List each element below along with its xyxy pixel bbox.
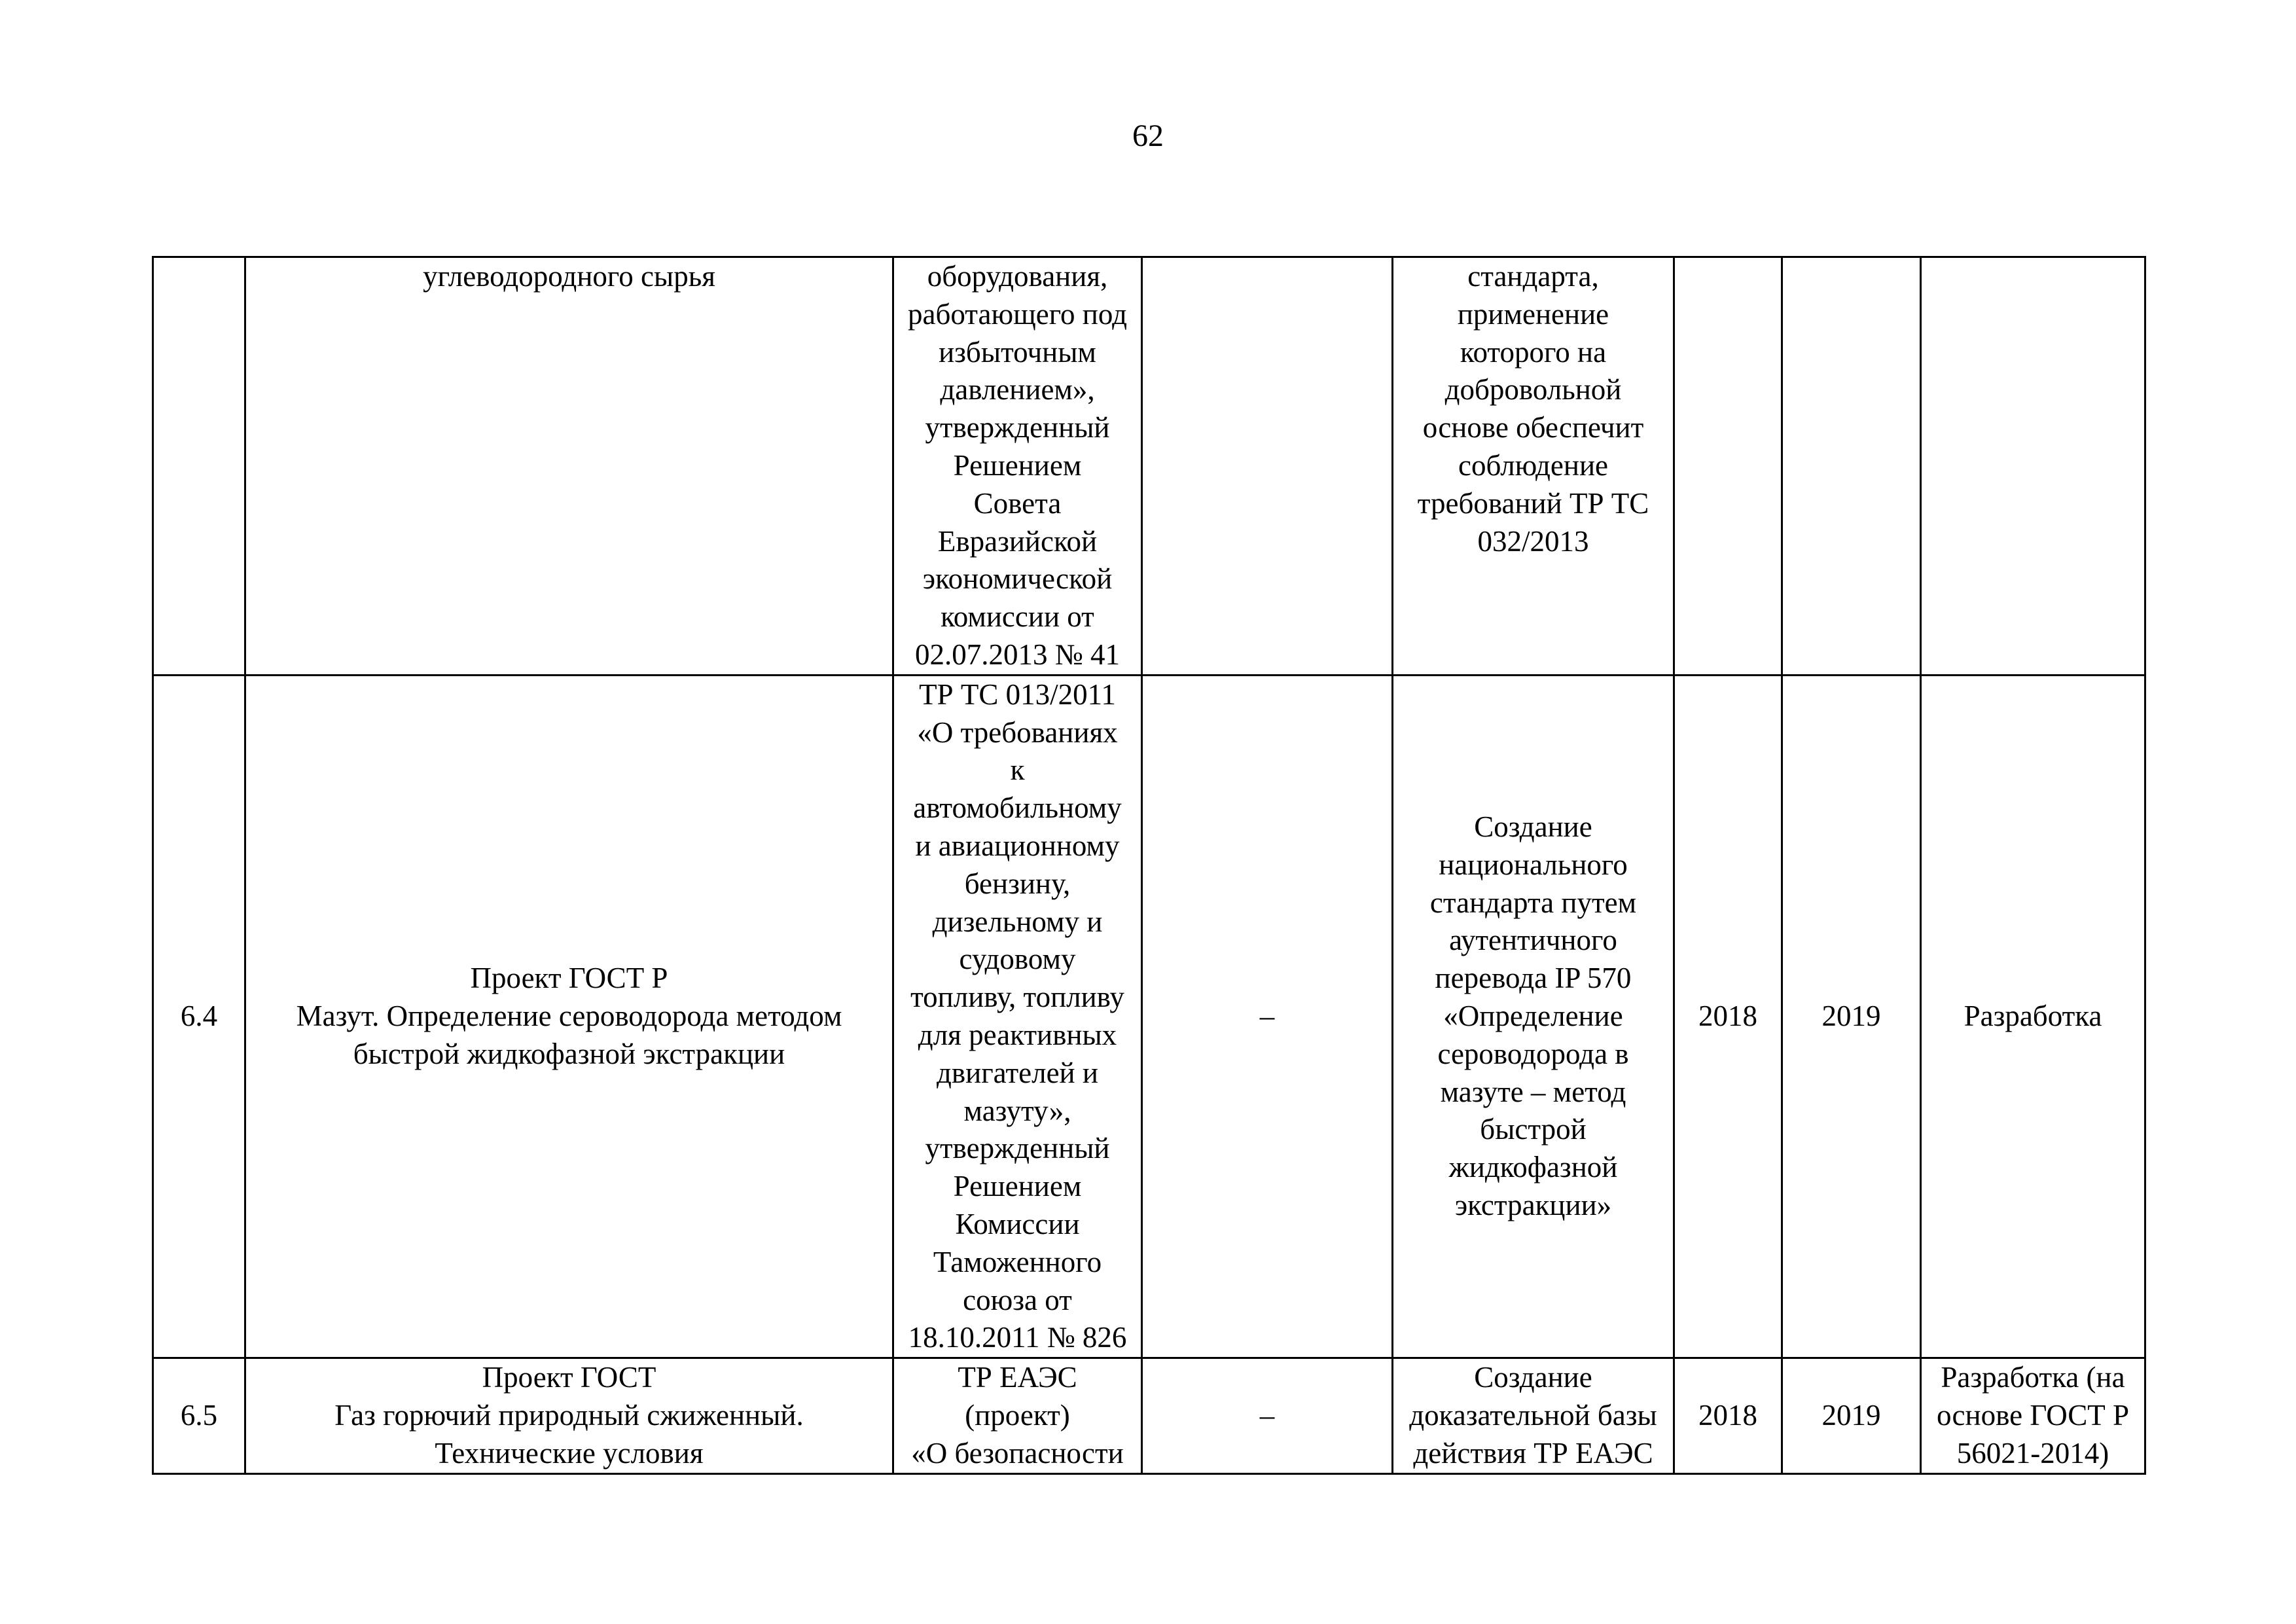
cell-start-year: 2018 <box>1674 675 1782 1358</box>
cell-number: 6.4 <box>153 675 245 1358</box>
cell-rationale: стандарта, применение которого на добровольной основе обеспечит соблюдение требований ТР ТС 032/2013 <box>1393 257 1674 676</box>
cell-number: 6.5 <box>153 1358 245 1473</box>
cell-end-year: 2019 <box>1782 1358 1921 1473</box>
cell-name: углеводородного сырья <box>245 257 893 676</box>
cell-work-type: Разработка (на основе ГОСТ Р 56021-2014) <box>1921 1358 2145 1473</box>
table-row <box>153 257 2145 676</box>
cell-international <box>1142 257 1393 676</box>
cell-international: – <box>1142 675 1393 1358</box>
cell-rationale: Создание доказательной базы действия ТР ЕАЭС <box>1393 1358 1674 1473</box>
cell-start-year: 2018 <box>1674 1358 1782 1473</box>
cell-regulation: ТР ТС 013/2011 «О требованиях к автомобильному и авиационному бензину, дизельному и судовому топливу, топливу для реактивных двигателей и мазуту», утвержденный Решением Комиссии Таможенного союза от 18.10.2011 № 826 <box>893 675 1142 1358</box>
cell-end-year: 2019 <box>1782 675 1921 1358</box>
cell-name: Проект ГОСТ Газ горючий природный сжиженный. Технические условия <box>245 1358 893 1473</box>
cell-work-type <box>1921 257 2145 676</box>
cell-international: – <box>1142 1358 1393 1473</box>
cell-name: Проект ГОСТ Р Мазут. Определение сероводорода методом быстрой жидкофазной экстракции <box>245 675 893 1358</box>
cell-work-type: Разработка <box>1921 675 2145 1358</box>
standards-plan-table <box>152 256 2146 1475</box>
cell-number <box>153 257 245 676</box>
cell-start-year <box>1674 257 1782 676</box>
cell-regulation: ТР ЕАЭС (проект) «О безопасности <box>893 1358 1142 1473</box>
page-number: 62 <box>1132 118 1164 153</box>
table-row <box>153 675 2145 1358</box>
table-row <box>153 1358 2145 1473</box>
cell-end-year <box>1782 257 1921 676</box>
cell-regulation: оборудования, работающего под избыточным давлением», утвержденный Решением Совета Евразийской экономической комиссии от 02.07.2013 № 41 <box>893 257 1142 676</box>
cell-rationale: Создание национального стандарта путем аутентичного перевода IP 570 «Определение сероводорода в мазуте – метод быстрой жидкофазной экстракции» <box>1393 675 1674 1358</box>
